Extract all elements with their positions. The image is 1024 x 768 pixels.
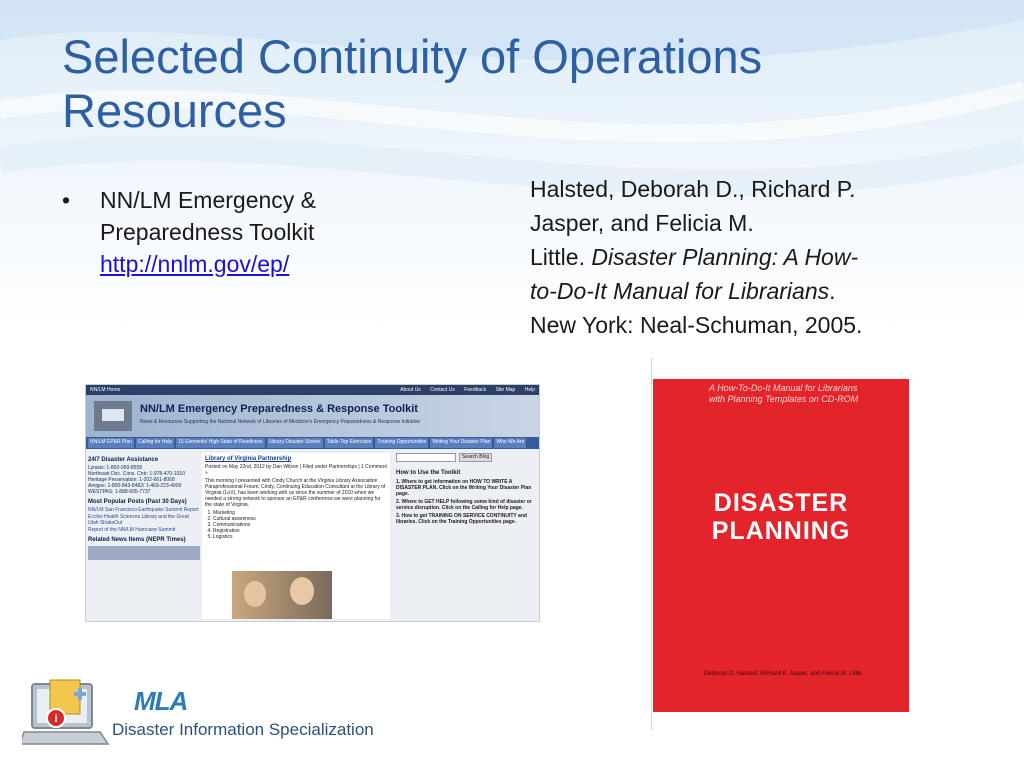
mla-logo xyxy=(22,676,382,756)
ws-left-column xyxy=(88,453,200,560)
citation-title-2: to-Do-It Manual for Librarians xyxy=(530,278,830,304)
ws-nav xyxy=(86,437,539,449)
bullet-line-1: NN/LM Emergency & xyxy=(100,187,317,213)
citation-authors-2: Jasper, and Felicia M. xyxy=(530,210,754,236)
ws-search xyxy=(396,453,536,462)
ws-left-heading: Related News Items (NEPR Times) xyxy=(88,537,186,543)
ws-right-item: 2. Where to GET HELP following some kind of disaster or service disruption. Click on the Calling for Help page. xyxy=(396,499,532,511)
title-line-1: Selected Continuity of Operations xyxy=(62,30,763,83)
ws-header-subtitle: News & Resources Supporting the National Network of Libraries of Medicine's Emergency Preparedness & Response Initiative xyxy=(140,419,420,425)
bullet-marker: • xyxy=(62,187,71,213)
ws-top-link: Site Map xyxy=(495,387,516,393)
ws-search-button: Search Blog xyxy=(459,453,492,462)
citation-authors-3: Little. xyxy=(530,244,585,270)
ws-post-body: This morning I presented with Cindy Church at the Virginia Library Association Paraprofessional Forum. Cindy, Continuing Education Consultant at the Library of Virginia (LoV), has been working with us since the summer of 2010 when we needed a strong network to sponsor an EP&R conference we were planning for the state of Virginia. xyxy=(205,478,386,508)
slide-title xyxy=(62,30,992,138)
ws-post-list xyxy=(213,510,387,540)
ws-header xyxy=(86,395,539,437)
ws-search-input xyxy=(396,453,456,462)
toolkit-website-screenshot xyxy=(85,384,540,622)
ws-top-link: About Us xyxy=(400,387,421,393)
ws-nav-item: Writing Your Disaster Plan xyxy=(430,438,492,448)
ws-nav-item: NN/LM EP&R Plan xyxy=(88,438,134,448)
mla-wordmark: MLA xyxy=(134,686,188,716)
ws-top-link: Help xyxy=(524,387,535,393)
ws-contact: WESTPAS: 1-888-905-7737 xyxy=(88,489,151,495)
citation-publisher: New York: Neal-Schuman, 2005. xyxy=(530,312,863,338)
ws-post: Report of the NN/LM Hurricane Summit xyxy=(88,527,176,533)
ws-right-item: 3. How to get TRAINING ON SERVICE CONTINUITY and libraries. Click on the Training Opportunities page. xyxy=(396,513,527,525)
book-title-2: PLANNING xyxy=(711,517,851,545)
book-tagline-1: A How-To-Do-It Manual for Librarians xyxy=(709,383,858,393)
ws-main-post xyxy=(202,453,390,619)
ws-post: NN/LM San Francisco Earthquake Summit Report xyxy=(88,507,199,513)
ws-top-link: Feedback xyxy=(464,387,487,393)
bullet-line-2: Preparedness Toolkit xyxy=(100,219,315,245)
ws-nav-item: Training Opportunities xyxy=(375,438,428,448)
ws-home-link: NN/LM Home xyxy=(90,387,121,393)
svg-text:i: i xyxy=(54,713,58,725)
citation-title-1: Disaster Planning: A How- xyxy=(591,244,859,270)
ws-post-list-item: 2. Cultural awareness xyxy=(213,516,387,522)
citation-authors-1: Halsted, Deborah D., Richard P. xyxy=(530,176,856,202)
toolkit-link[interactable]: http://nnlm.gov/ep/ xyxy=(100,251,290,277)
book-authors: Deborah D. Halsted, Richard P. Jasper, and Felicia M. Little xyxy=(704,671,862,677)
ws-contact: Heritage Preservation: 1-202-661-8068 xyxy=(88,477,175,483)
ws-right-heading: How to Use the Toolkit xyxy=(396,470,461,476)
footer-tagline xyxy=(112,720,374,740)
ws-top-link: Contact Us xyxy=(430,387,455,393)
ws-nav-item: 15 Elements/ High State of Readiness xyxy=(176,438,265,448)
citation-period: . xyxy=(829,278,836,304)
ws-contact: Amigos: 1-800-843-8482/ 1-469-223-4900 xyxy=(88,483,182,489)
ws-post-title: Library of Virginia Partnership xyxy=(205,456,292,462)
ws-nav-item: Calling for Help xyxy=(136,438,174,448)
ws-post: Eccles Health Sciences Library and the Great Utah ShakeOut xyxy=(88,514,189,526)
ws-post-list-item: 1. Marketing xyxy=(213,510,387,516)
footer-tagline-1: Disaster Information xyxy=(112,720,269,739)
title-line-2: Resources xyxy=(62,84,287,137)
book-citation xyxy=(530,172,970,342)
ws-left-heading: 24/7 Disaster Assistance xyxy=(88,457,159,463)
ws-post-list-item: 3. Communications xyxy=(213,522,387,528)
bullet-item xyxy=(100,184,392,280)
ws-post-meta: Posted on May 22nd, 2012 by Dan Wilson | Filed under Partnerships | 1 Comment » xyxy=(205,464,387,476)
ws-contact: Lyrasis: 1-800-999-8558 xyxy=(88,465,143,471)
book-tagline xyxy=(709,383,904,405)
ws-right-item: 1. Where to get information on HOW TO WRITE A DISASTER PLAN. Click on the Writing Your Disaster Plan page. xyxy=(396,479,532,497)
book-divider xyxy=(651,358,652,730)
ws-nav-item: Table-Top Exercises xyxy=(325,438,374,448)
book-cover xyxy=(653,379,909,712)
book-title-1: DISASTER xyxy=(713,489,849,517)
ws-left-heading: Most Popular Posts (Past 30 Days) xyxy=(88,499,187,505)
ws-contact: Northeast Doc. Cons. Cntr: 1-978-470-1010 xyxy=(88,471,185,477)
ws-header-photo xyxy=(94,401,132,431)
ws-topbar xyxy=(86,385,539,395)
ws-post-photo xyxy=(232,571,332,619)
ws-post-list-item: 5. Logistics xyxy=(213,534,387,540)
laptop-icon xyxy=(22,678,110,752)
book-title xyxy=(653,489,909,545)
ws-body xyxy=(86,449,539,622)
ws-nav-item: Who We Are xyxy=(494,438,526,448)
ws-post-list-item: 4. Registration xyxy=(213,528,387,534)
ws-top-links xyxy=(392,385,535,395)
ws-nav-item: Library Disaster Stories xyxy=(267,438,323,448)
ws-header-title: NN/LM Emergency Preparedness & Response Toolkit xyxy=(140,403,418,415)
ws-news-item xyxy=(88,546,200,560)
book-tagline-2: with Planning Templates on CD-ROM xyxy=(709,394,859,404)
bullet-list xyxy=(62,184,392,280)
footer-tagline-2: Specialization xyxy=(268,720,374,739)
ws-right-column xyxy=(396,453,536,527)
